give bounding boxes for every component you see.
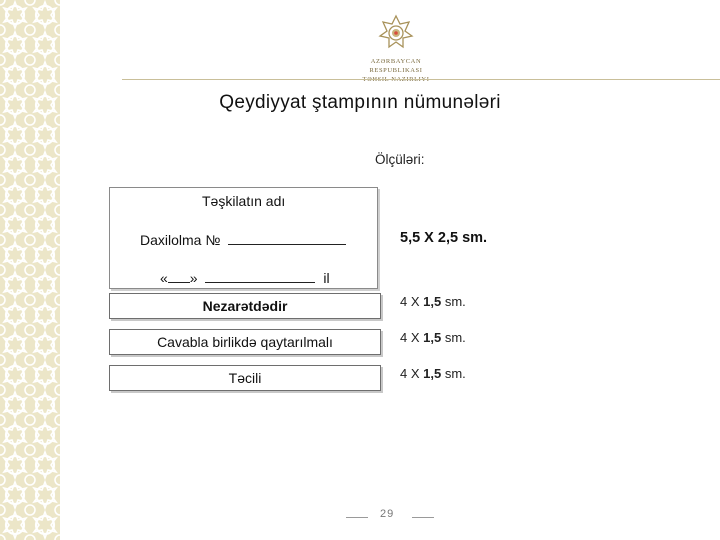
year-suffix: il [323,270,330,286]
size-part: 4 X [400,330,424,345]
size-part: 4 X [400,366,424,381]
size-part: 4 X [400,294,424,309]
size-unit: sm. [441,330,466,345]
stamp-label: Nezarətdədir [202,298,288,314]
ornament-pattern-icon [0,0,60,540]
day-line [168,270,190,283]
footer-rule-left [346,517,368,518]
stamp-size-3 [400,366,466,381]
header-divider [122,79,720,80]
logo-caption-line1: AZƏRBAYCAN RESPUBLIKASI [369,58,423,74]
size-bold: 1,5 [423,366,442,381]
size-unit: sm. [441,366,466,381]
date-close-quote: » [189,270,198,286]
page-title: Qeydiyyat ştampının nümunələri [219,92,501,113]
entry-number-label: Daxilolma № [140,232,221,248]
stamp-label: Cavabla birlikdə qaytarılmalı [157,334,333,350]
size-bold: 1,5 [423,330,442,345]
date-open-quote: « [160,270,168,286]
footer-rule-right [412,517,434,518]
ministry-logo [346,14,446,84]
stamp-size-2 [400,330,466,345]
entry-number-line [228,232,346,245]
ornamental-sidebar [0,0,60,540]
main-stamp-size: 5,5 X 2,5 sm. [400,230,488,246]
stamp-size-1 [400,294,466,309]
azerbaijan-emblem-icon [376,14,416,52]
size-bold: 1,5 [423,294,442,309]
registration-stamp-main [109,187,378,289]
date-row [160,270,330,286]
month-year-line [205,270,315,283]
page-number: 29 [380,508,395,520]
size-unit: sm. [441,294,466,309]
entry-number-row [140,232,346,248]
stamp-under-control [109,293,381,319]
org-name-label: Təşkilatın adı [202,193,286,209]
stamp-label: Təcili [228,370,262,386]
measures-label: Ölçüləri: [375,152,425,167]
stamp-urgent [109,365,381,391]
stamp-return-with-reply [109,329,381,355]
